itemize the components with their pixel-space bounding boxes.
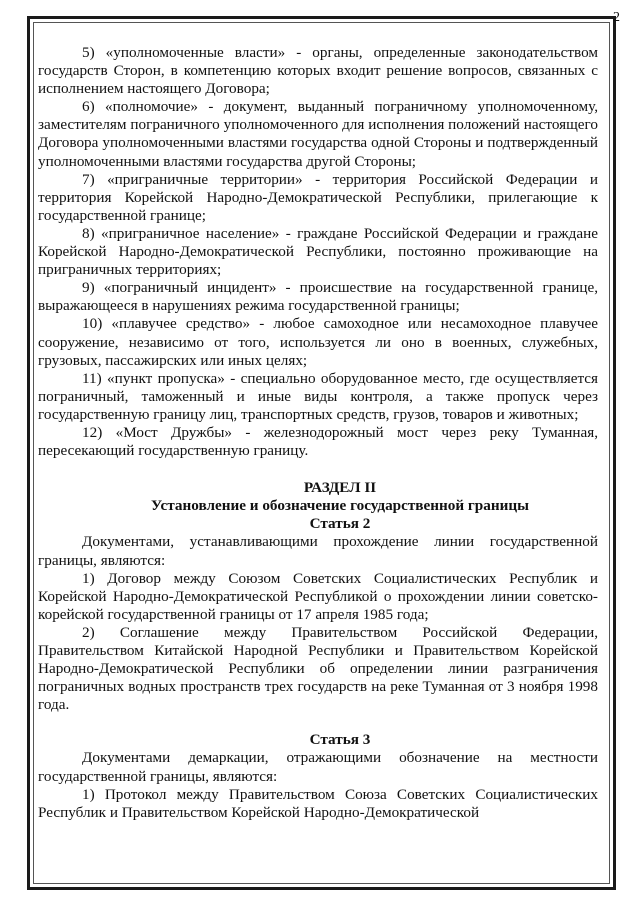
page-number: 2 [613, 10, 620, 25]
article-3-item: 1) Протокол между Правительством Союза Советских Социалистических Республик и Правительством Корейской Народно-Демократической [38, 785, 598, 821]
definition-item: 10) «плавучее средство» - любое самоходное или несамоходное плавучее сооружение, независимо от того, используется ли оно в военных, служебных, грузовых, пассажирских или иных целях; [38, 315, 598, 369]
article-2-intro: Документами, устанавливающими прохождение линии государственной границы, являются: [38, 533, 598, 569]
section-heading: РАЗДЕЛ II [303, 479, 377, 497]
definition-item: 7) «приграничные территории» - территория Российской Федерации и территория Корейской Народно-Демократической Республики, прилегающие к государственной границе; [38, 170, 598, 224]
definition-item: 12) «Мост Дружбы» - железнодорожный мост через реку Туманная, пересекающий государственную границу. [38, 423, 598, 460]
article-3-heading: Статья 3 [309, 731, 371, 749]
article-3-intro: Документами демаркации, отражающими обозначение на местности государственной границы, являются: [38, 749, 598, 785]
definition-item: 5) «уполномоченные власти» - органы, определенные законодательством государств Сторон, в компетенцию которых входит решение вопросов, связанных с исполнением настоящего Договора; [38, 44, 598, 98]
definition-item: 11) «пункт пропуска» - специально оборудованное место, где осуществляется пограничный, таможенный и иные виды контроля, а также пропуск через государственную границу лиц, транспортных средств, грузов, товаров и животных; [38, 369, 598, 423]
definition-item: 8) «приграничное население» - граждане Российской Федерации и граждане Корейской Народно-Демократической Республики, постоянно проживающие на приграничных территориях; [38, 224, 598, 279]
definition-item: 6) «полномочие» - документ, выданный пограничному уполномоченному, заместителям пограничного уполномоченного для исполнения положений настоящего Договора уполномоченными властями государства одной Стороны и подтвержденный уполномоченными властями государства другой Стороны; [38, 98, 598, 170]
article-2-heading: Статья 2 [309, 515, 371, 533]
article-2-item: 1) Договор между Союзом Советских Социалистических Республик и Корейской Народно-Демократической Республикой о прохождении линии советско-корейской государственной границы от 17 апреля 1985 года; [38, 569, 598, 623]
definition-item: 9) «пограничный инцидент» - происшествие на государственной границе, выражающееся в нарушениях режима государственной границы; [38, 279, 598, 315]
article-2-item: 2) Соглашение между Правительством Российской Федерации, Правительством Китайской Народной Республики и Правительством Корейской Народно-Демократической Республики об определении линии разграничения пограничных водных пространств трех государств на реке Туманная от 3 ноября 1998 года. [38, 623, 598, 714]
section-title: Установление и обозначение государственной границы [151, 497, 529, 515]
document-body [38, 44, 598, 822]
